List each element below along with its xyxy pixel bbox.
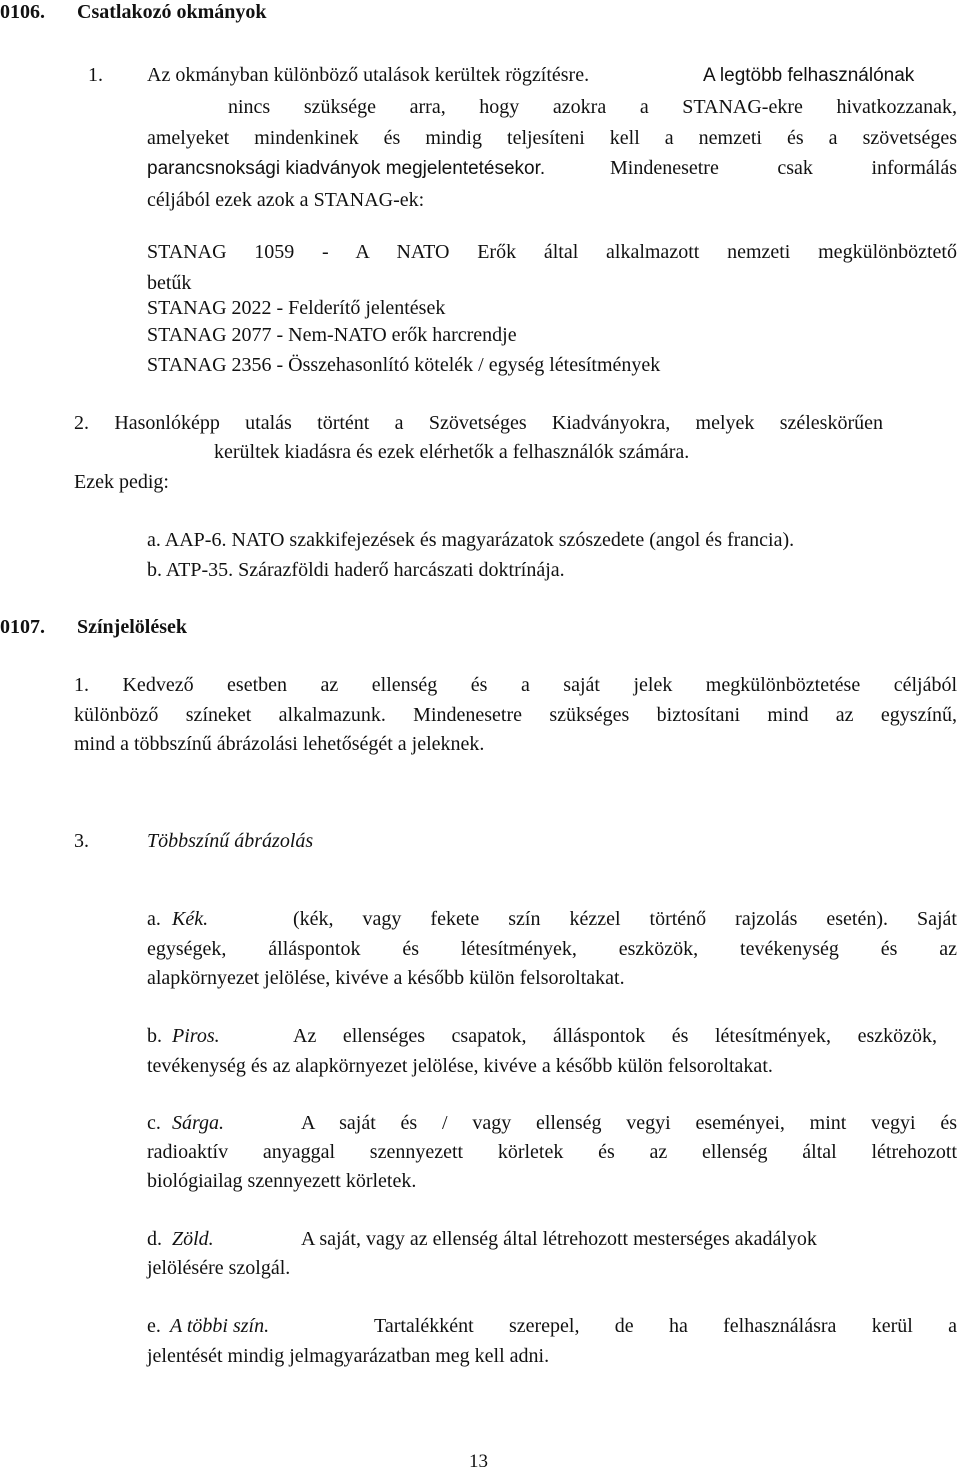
color-e-name: A többi szín.	[170, 1315, 270, 1337]
stanag-line-2: betűk	[147, 272, 192, 294]
color-b-name: Piros.	[172, 1025, 220, 1047]
stanag-line-1: STANAG 1059 - A NATO Erők által alkalmazott nemzeti megkülönböztető	[147, 241, 957, 263]
section-number-0106: 0106.	[0, 1, 45, 23]
color-c-line3: biológiailag szennyezett körletek.	[147, 1170, 417, 1192]
color-c-letter: c.	[147, 1112, 161, 1134]
color-d-letter: d.	[147, 1228, 162, 1250]
page-number: 13	[469, 1451, 488, 1472]
color-e-letter: e.	[147, 1315, 161, 1337]
item1-line2: nincs szüksége arra, hogy azokra a STANAG-ekre hivatkozzanak,	[228, 96, 957, 118]
item2-line1: 2. Hasonlóképp utalás történt a Szövetséges Kiadványokra, melyek széleskörűen	[74, 412, 883, 434]
item1-line4-a: parancsnoksági kiadványok megjelentetésekor.	[147, 158, 546, 179]
stanag-line-4: STANAG 2077 - Nem-NATO erők harcrendje	[147, 324, 517, 346]
colors-item1-line2: különböző színeket alkalmazunk. Mindenesetre szükséges biztosítani mind az egyszínű,	[74, 704, 957, 726]
item3-title: Többszínű ábrázolás	[147, 830, 314, 852]
publication-b: b. ATP-35. Szárazföldi haderő harcászati doktrínája.	[147, 559, 565, 581]
color-b-line2: tevékenység és az alapkörnyezet jelölése, kivéve a később külön felsoroltakat.	[147, 1055, 773, 1077]
color-d-name: Zöld.	[172, 1228, 214, 1250]
color-a-name: Kék.	[172, 908, 209, 930]
item1-line3: amelyeket mindenkinek és mindig teljesíteni kell a nemzeti és a szövetséges	[147, 127, 957, 149]
colors-item1-line1: 1. Kedvező esetben az ellenség és a saját jelek megkülönböztetése céljából	[74, 674, 957, 696]
item-number-3: 3.	[74, 830, 89, 852]
item1-line4-b: Mindenesetre csak informálás	[610, 157, 957, 179]
color-a-line2: egységek, álláspontok és létesítmények, eszközök, tevékenység és az	[147, 938, 957, 960]
color-e-line2: jelentését mindig jelmagyarázatban meg kell adni.	[147, 1345, 550, 1367]
stanag-line-5: STANAG 2356 - Összehasonlító kötelék / egység létesítmények	[147, 354, 661, 376]
item1-line1-a: Az okmányban különböző utalások kerültek rögzítésre.	[147, 64, 590, 86]
color-a-line3: alapkörnyezet jelölése, kivéve a később külön felsoroltakat.	[147, 967, 625, 989]
section-title-0106: Csatlakozó okmányok	[77, 1, 267, 23]
color-d-line1: A saját, vagy az ellenség által létrehozott mesterséges akadályok	[301, 1228, 817, 1250]
item1-line1-b: A legtöbb felhasználónak	[703, 65, 915, 86]
color-b-line1: Az ellenséges csapatok, álláspontok és létesítmények, eszközök,	[293, 1025, 937, 1047]
color-d-line2: jelölésére szolgál.	[147, 1257, 291, 1279]
color-c-line2: radioaktív anyaggal szennyezett körletek és az ellenség által létrehozott	[147, 1141, 957, 1163]
color-a-letter: a.	[147, 908, 161, 930]
color-e-line1: Tartalékként szerepel, de ha felhasználásra kerül a	[374, 1315, 957, 1337]
section-number-0107: 0107.	[0, 616, 45, 638]
color-c-line1: A saját és / vagy ellenség vegyi eseményei, mint vegyi és	[301, 1112, 957, 1134]
item2-line3: Ezek pedig:	[74, 471, 169, 493]
color-c-name: Sárga.	[172, 1112, 225, 1134]
item-number-1: 1.	[88, 64, 103, 86]
color-a-line1: (kék, vagy fekete szín kézzel történő rajzolás esetén). Saját	[293, 908, 957, 930]
colors-item1-line3: mind a többszínű ábrázolási lehetőségét a jeleknek.	[74, 733, 485, 755]
publication-a: a. AAP-6. NATO szakkifejezések és magyarázatok szószedete (angol és francia).	[147, 529, 795, 551]
section-title-0107: Színjelölések	[77, 616, 187, 638]
item2-line2: kerültek kiadásra és ezek elérhetők a felhasználók számára.	[214, 441, 690, 463]
item1-line5: céljából ezek azok a STANAG-ek:	[147, 189, 425, 211]
stanag-line-3: STANAG 2022 - Felderítő jelentések	[147, 297, 446, 319]
color-b-letter: b.	[147, 1025, 162, 1047]
